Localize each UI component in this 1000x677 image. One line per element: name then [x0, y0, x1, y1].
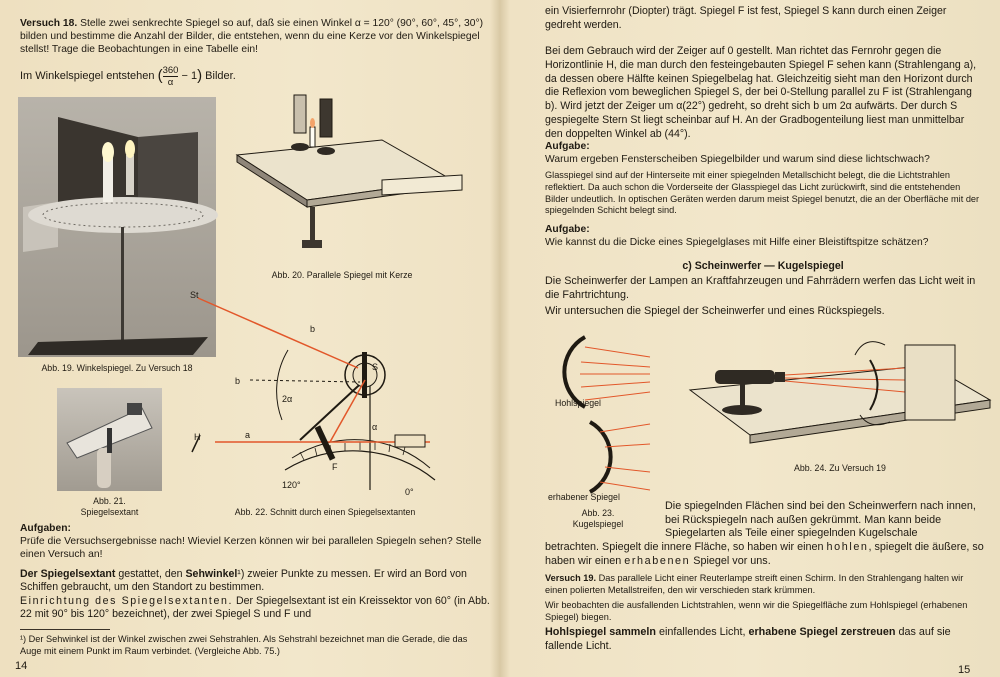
versuch-19-text: Versuch 19. Das parallele Licht einer Reuterlampe streift einen Schirm. In den Strahlengang halten wir einen polierten Metallstreifen, den wir verschieden stark krümmen.: [545, 573, 964, 595]
svg-text:H: H: [194, 432, 201, 442]
spiegelsextant-photo: [57, 388, 162, 491]
winkelspiegel-photo: [18, 97, 216, 357]
footnote: ¹) Der Sehwinkel ist der Winkel zwischen zwei Sehstrahlen. Als Sehstrahl bezeichnet man die Gerade, die das Auge mit einem Punkt im Raum verbindet. (Vergleiche Abb. 75.): [20, 634, 468, 656]
svg-text:a: a: [245, 430, 251, 440]
svg-text:2α: 2α: [282, 394, 293, 404]
gebrauch-paragraph: Bei dem Gebrauch wird der Zeiger auf 0 gestellt. Man richtet das Fernrohr gegen die Horizontlinie H, die man durch den festeingebauten Spiegel F sehen kann (Strahlengang a), da dessen obere Hälfte keinen Spiegelbelag hat. Gleichzeitig sieht man den Horizont durch die Reflexion vom beweglichen Spiegel S, der bei 0-Stellung parallel zu F ist (Strahlengang b). Wird jetzt der Zeiger um α(22°) gedreht, so dreht sich b um 2α aufwärts. Der durch S gespiegelte Stern St liegt scheinbar auf H. An der Gradbogenteilung liest man unmittelbar den doppelten Winkel ab (44°).: [545, 45, 977, 140]
svg-text:120°: 120°: [282, 480, 301, 490]
aufgabe-antwort: Glasspiegel sind auf der Hinterseite mit einer spiegelnden Metallschicht belegt, die die Lichtstrahlen reflektiert. Da auch schon die Vorderseite der Glasspiegel das Licht zurückwirft, sind die entstehenden Bilder undeutlich. In optischen Geräten werden darum meist Spiegel benutzt, die an der Oberfläche mit der spiegelnden Schicht belegt sind.: [545, 170, 980, 216]
beobachtung-paragraph: Wir beobachten die ausfallenden Lichtstrahlen, wenn wir die Spiegelfläche zum Hohlspiegel (erhabenen Spiegel) biegen.: [545, 600, 968, 622]
page-number-right: 15: [958, 664, 971, 676]
kugelspiegel-diagram: [555, 332, 665, 492]
svg-text:α: α: [372, 422, 378, 432]
svg-text:b: b: [235, 376, 241, 386]
abb23-caption: Abb. 23. Kugelspiegel: [572, 508, 624, 529]
versuch-18-text: Versuch 18. Stelle zwei senkrechte Spiegel so auf, daß sie einen Winkel α = 120° (90°, 60°, 45°, 30°) bilden und bestimme die Anzahl der Bilder, die entstehen, wenn du eine Kerze vor den Winkelspiegel stellst! Trage die Beobachtungen in eine Tabelle ein!: [20, 18, 483, 56]
scheinwerfer-paragraph: Die Scheinwerfer der Lampen an Kraftfahrzeugen und Fahrrädern werfen das Licht weit in die Fahrtrichtung.: [545, 275, 976, 301]
svg-text:0°: 0°: [405, 487, 414, 497]
winkelspiegel-formula: Im Winkelspiegel entstehen ( $\frac{360}{\alpha}$ − 1) Bilder.: [20, 64, 236, 88]
svg-text:F: F: [332, 462, 338, 472]
aufgabe-fensterscheiben: Aufgabe: Warum ergeben Fensterscheiben Spiegelbilder und warum sind diese lichtschwach?: [545, 141, 930, 166]
svg-text:S: S: [372, 362, 379, 372]
svg-text:b: b: [310, 324, 316, 334]
hohlspiegel-label: Hohlspiegel: [555, 398, 601, 408]
erhabener-spiegel-label: erhabener Spiegel: [548, 492, 620, 502]
parallele-spiegel-drawing: [232, 95, 462, 260]
abb22-caption: Abb. 22. Schnitt durch einen Spiegelsextanten: [234, 507, 416, 517]
aufgabe-spiegelglas: Aufgabe: Wie kannst du die Dicke eines Spiegelglases mit Hilfe einer Bleistiftspitze schätzen?: [545, 224, 929, 249]
footnote-divider: [20, 629, 110, 630]
page-number-left: 14: [15, 660, 28, 672]
hohlen-erhabenen-paragraph: betrachten. Spiegelt die innere Fläche, so haben wir einen hohlen, spiegelt die äußere, so haben wir einen erhabenen Spiegel vor uns.: [545, 541, 984, 567]
aufgaben-left: Aufgaben: Prüfe die Versuchsergebnisse nach! Wieviel Kerzen können wir bei parallelen Spiegeln sehen? Stelle einen Versuch an!: [20, 523, 482, 561]
spiegelsextant-schnitt-diagram: [190, 290, 430, 500]
versuch19-drawing: [690, 330, 990, 460]
section-heading: c) Scheinwerfer — Kugelspiegel: [682, 260, 844, 272]
abb20-caption: Abb. 20. Parallele Spiegel mit Kerze: [271, 270, 413, 280]
spiegelnde-flaechen-paragraph: Die spiegelnden Flächen sind bei den Scheinwerfern nach innen, bei Rückspiegeln nach außen gekrümmt. Man kann beide Spiegelarten als Teile einer spiegelnden Kugelschale: [665, 500, 976, 540]
diopter-paragraph: ein Visierfernrohr (Diopter) trägt. Spiegel F ist fest, Spiegel S kann durch einen Zeiger gedreht werden.: [545, 5, 947, 31]
abb24-caption: Abb. 24. Zu Versuch 19: [794, 463, 886, 473]
abb19-caption: Abb. 19. Winkelspiegel. Zu Versuch 18: [41, 363, 193, 373]
hohlspiegel-sammeln-paragraph: Hohlspiegel sammeln einfallendes Licht, erhabene Spiegel zerstreuen das auf sie fallende Licht.: [545, 626, 951, 652]
abb21-caption: Abb. 21. Spiegelsextant: [80, 496, 139, 517]
page-15: [500, 0, 1000, 677]
spiegelsextant-paragraph: Der Spiegelsextant gestattet, den Sehwinkel¹) zweier Punkte zu messen. Er wird an Bord von Schiffen gebraucht, um den Standort zu bestimmen. Einrichtung des Spiegelsextanten. Der Spiegelsextant ist ein Kreissektor von 60° (in Abb. 22 mit 90° bis 120° bezeichnet), der zwei Spiegel S und F und: [20, 568, 490, 621]
untersuchung-paragraph: Wir untersuchen die Spiegel der Scheinwerfer und eines Rückspiegels.: [545, 305, 885, 317]
svg-text:St: St: [190, 290, 199, 300]
